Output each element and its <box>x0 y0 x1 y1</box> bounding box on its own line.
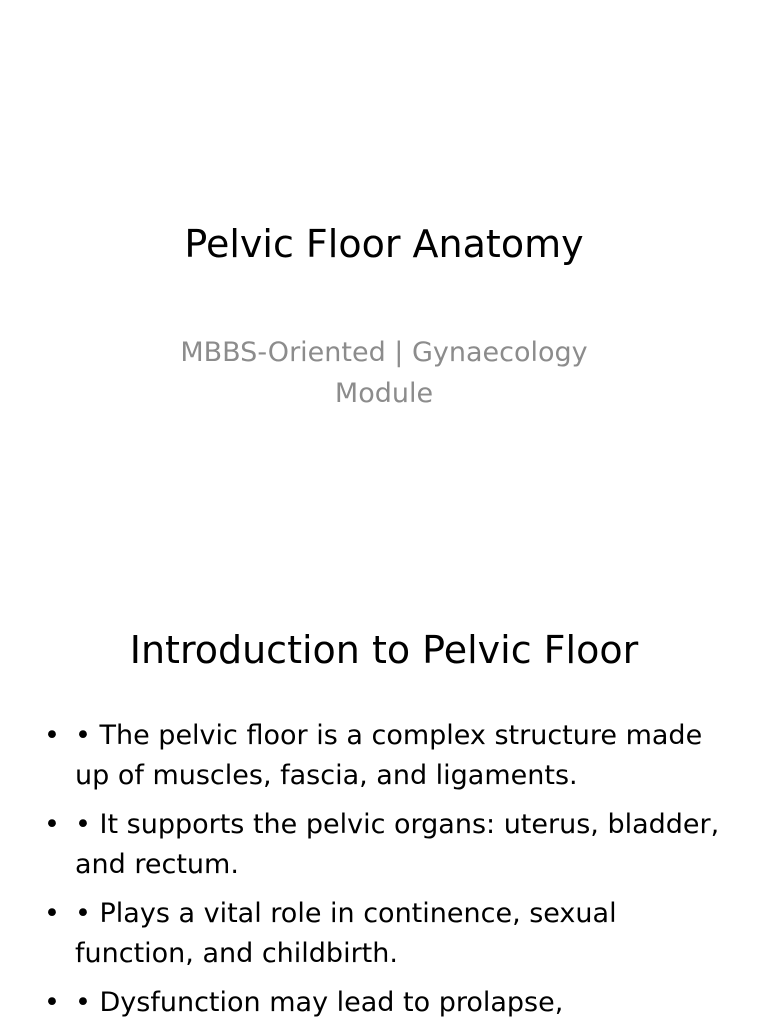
bullet-item <box>0 805 768 885</box>
bullet-marker: • <box>44 987 60 1018</box>
bullet-text: • Plays a vital role in continence, sexual function, and childbirth. <box>75 898 617 969</box>
bullet-marker: • <box>44 720 60 751</box>
bullet-marker: • <box>44 898 60 929</box>
bullet-list <box>0 716 768 1032</box>
content-slide <box>0 576 768 1024</box>
slide-title: Pelvic Floor Anatomy <box>184 222 584 266</box>
bullet-marker: • <box>44 809 60 840</box>
slide-subtitle: MBBS-Oriented | Gynaecology Module <box>180 337 588 409</box>
bullet-item <box>0 983 768 1023</box>
bullet-text: • Dysfunction may lead to prolapse, <box>75 987 564 1018</box>
bullet-text: • It supports the pelvic organs: uterus, bladder, and rectum. <box>75 809 720 880</box>
bullet-item <box>0 716 768 796</box>
bullet-item <box>0 894 768 974</box>
slide-heading: Introduction to Pelvic Floor <box>129 628 639 672</box>
bullet-text: • The pelvic floor is a complex structure made up of muscles, fascia, and ligaments. <box>75 720 703 791</box>
